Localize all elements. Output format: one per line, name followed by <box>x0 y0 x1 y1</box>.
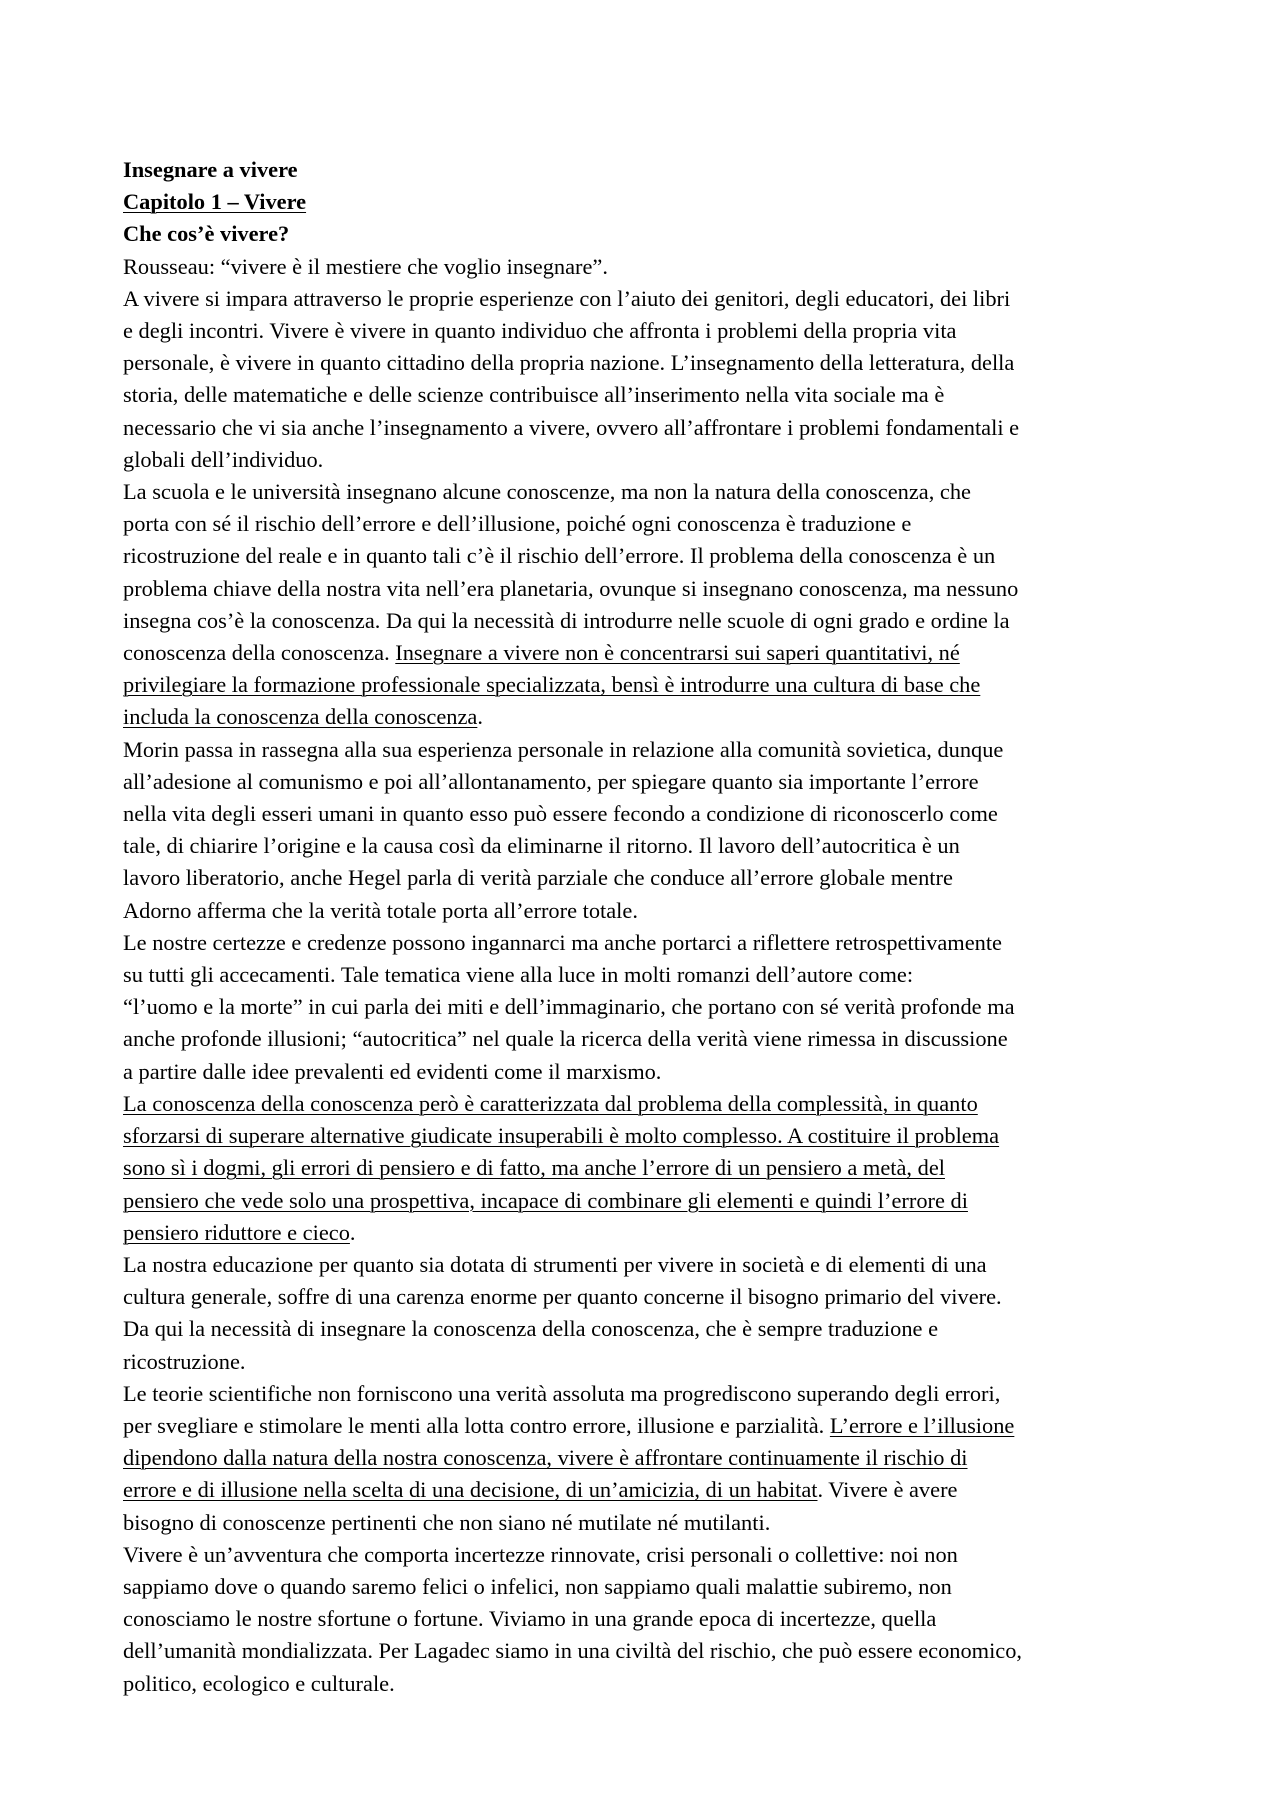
text-line <box>123 991 1175 1023</box>
text-line <box>123 1571 1175 1603</box>
text-line <box>123 1023 1175 1055</box>
text-segment: “l’uomo e la morte” in cui parla dei miti e dell’immaginario, che portano con sé verità profonde ma <box>123 994 1015 1020</box>
underlined-text: pensiero riduttore e cieco <box>123 1219 350 1245</box>
text-segment: . <box>477 704 483 730</box>
text-line <box>123 637 1175 669</box>
text-line <box>123 927 1175 959</box>
text-segment: Vivere è un’avventura che comporta incertezze rinnovate, crisi personali o collettive: noi non <box>123 1541 958 1567</box>
text-line <box>123 734 1175 766</box>
text-line <box>123 1281 1175 1313</box>
text-line <box>123 1378 1175 1410</box>
text-line <box>123 1346 1175 1378</box>
text-line <box>123 1635 1175 1667</box>
underlined-text: Insegnare a vivere non è concentrarsi sui saperi quantitativi, né <box>395 640 960 666</box>
text-segment: globali dell’individuo. <box>123 446 324 472</box>
text-segment: Rousseau: “vivere è il mestiere che voglio insegnare”. <box>123 253 608 279</box>
text-segment: conosciamo le nostre sfortune o fortune. Viviamo in una grande epoca di incertezze, quella <box>123 1606 937 1632</box>
text-segment: lavoro liberatorio, anche Hegel parla di verità parziale che conduce all’errore globale mentre <box>123 865 953 891</box>
text-segment: conoscenza della conoscenza. <box>123 640 396 666</box>
text-line <box>123 766 1175 798</box>
text-segment: e degli incontri. Vivere è vivere in quanto individuo che affronta i problemi della propria vita <box>123 318 957 344</box>
text-line <box>123 669 1175 701</box>
text-line <box>123 1152 1175 1184</box>
document-page <box>123 154 1175 1700</box>
text-segment: Le nostre certezze e credenze possono ingannarci ma anche portarci a riflettere retrospettivamente <box>123 929 1002 955</box>
text-segment: bisogno di conoscenze pertinenti che non siano né mutilate né mutilanti. <box>123 1509 771 1535</box>
text-segment: insegna cos’è la conoscenza. Da qui la necessità di introdurre nelle scuole di ogni grado e ordine la <box>123 607 1010 633</box>
text-line <box>123 1539 1175 1571</box>
text-line <box>123 605 1175 637</box>
text-segment: all’adesione al comunismo e poi all’allontanamento, per spiegare quanto sia importante l’errore <box>123 768 979 794</box>
chapter-heading: Capitolo 1 – Vivere <box>123 189 307 215</box>
text-line <box>123 1313 1175 1345</box>
underlined-text: sforzarsi di superare alternative giudicate insuperabili è molto complesso. A costituire il problema <box>123 1123 1000 1149</box>
text-segment: porta con sé il rischio dell’errore e dell’illusione, poiché ogni conoscenza è traduzione e <box>123 511 912 537</box>
text-line <box>123 1410 1175 1442</box>
text-segment: Morin passa in rassegna alla sua esperienza personale in relazione alla comunità sovietica, dunque <box>123 736 1004 762</box>
text-segment: ricostruzione. <box>123 1348 246 1374</box>
text-line <box>123 1088 1175 1120</box>
text-segment: Adorno afferma che la verità totale porta all’errore totale. <box>123 897 638 923</box>
text-segment: Le teorie scientifiche non forniscono una verità assoluta ma progrediscono superando degli errori, <box>123 1380 1001 1406</box>
text-segment: Da qui la necessità di insegnare la conoscenza della conoscenza, che è sempre traduzione e <box>123 1316 939 1342</box>
text-line <box>123 379 1175 411</box>
text-segment: per svegliare e stimolare le menti alla lotta contro errore, illusione e parzialità. <box>123 1412 830 1438</box>
text-segment: nella vita degli esseri umani in quanto esso può essere fecondo a condizione di riconoscerlo come <box>123 801 998 827</box>
text-line <box>123 1507 1175 1539</box>
text-line <box>123 444 1175 476</box>
text-line <box>123 701 1175 733</box>
text-line <box>123 1603 1175 1635</box>
text-line <box>123 315 1175 347</box>
text-segment: La scuola e le università insegnano alcune conoscenze, ma non la natura della conoscenza, che <box>123 479 971 505</box>
text-line <box>123 540 1175 572</box>
section-heading: Che cos’è vivere? <box>123 221 290 247</box>
text-segment: A vivere si impara attraverso le proprie esperienze con l’aiuto dei genitori, degli educatori, dei libri <box>123 285 1011 311</box>
text-segment: ricostruzione del reale e in quanto tali c’è il rischio dell’errore. Il problema della conoscenza è un <box>123 543 996 569</box>
underlined-text: errore e di illusione nella scelta di una decisione, di un’amicizia, di un habitat <box>123 1477 818 1503</box>
text-line <box>123 1442 1175 1474</box>
underlined-text: La conoscenza della conoscenza però è caratterizzata dal problema della complessità, in quanto <box>123 1090 978 1116</box>
text-segment: politico, ecologico e culturale. <box>123 1670 395 1696</box>
underlined-text: dipendono dalla natura della nostra conoscenza, vivere è affrontare continuamente il rischio di <box>123 1445 968 1471</box>
text-line <box>123 1185 1175 1217</box>
text-line <box>123 798 1175 830</box>
text-segment: dell’umanità mondializzata. Per Lagadec siamo in una civiltà del rischio, che può essere economico, <box>123 1638 1023 1664</box>
text-segment: . Vivere è avere <box>817 1477 958 1503</box>
text-segment: sappiamo dove o quando saremo felici o infelici, non sappiamo quali malattie subiremo, non <box>123 1573 952 1599</box>
text-line <box>123 283 1175 315</box>
text-segment: cultura generale, soffre di una carenza enorme per quanto concerne il bisogno primario del vivere. <box>123 1284 1002 1310</box>
text-segment: tale, di chiarire l’origine e la causa così da eliminarne il ritorno. Il lavoro dell’autocritica è un <box>123 833 960 859</box>
underlined-text: L’errore e l’illusione <box>829 1412 1015 1438</box>
text-segment: necessario che vi sia anche l’insegnamento a vivere, ovvero all’affrontare i problemi fondamentali e <box>123 414 1020 440</box>
text-segment: . <box>349 1219 356 1245</box>
text-line <box>123 508 1175 540</box>
text-line <box>123 251 1175 283</box>
text-line <box>123 1120 1175 1152</box>
underlined-text: sono sì i dogmi, gli errori di pensiero e di fatto, ma anche l’errore di un pensiero a metà, del <box>123 1155 945 1181</box>
text-line <box>123 412 1175 444</box>
underlined-text: includa la conoscenza della conoscenza <box>123 704 478 730</box>
document-body <box>123 251 1175 1700</box>
text-line <box>123 959 1175 991</box>
text-line <box>123 862 1175 894</box>
underlined-text: privilegiare la formazione professionale specializzata, bensì è introdurre una cultura di base che <box>123 672 981 698</box>
document-title: Insegnare a vivere <box>123 157 298 182</box>
underlined-text: pensiero che vede solo una prospettiva, incapace di combinare gli elementi e quindi l’errore di <box>123 1187 968 1213</box>
text-line <box>123 1249 1175 1281</box>
text-line <box>123 1668 1175 1700</box>
text-segment: problema chiave della nostra vita nell’era planetaria, ovunque si insegnano conoscenza, ma nessuno <box>123 575 1019 601</box>
text-line <box>123 573 1175 605</box>
text-line <box>123 1056 1175 1088</box>
text-line <box>123 1217 1175 1249</box>
text-segment: a partire dalle idee prevalenti ed evidenti come il marxismo. <box>123 1058 662 1084</box>
text-segment: personale, è vivere in quanto cittadino della propria nazione. L’insegnamento della letteratura, della <box>123 350 1015 376</box>
text-segment: storia, delle matematiche e delle scienze contribuisce all’inserimento nella vita sociale ma è <box>123 382 945 408</box>
text-segment: anche profonde illusioni; “autocritica” nel quale la ricerca della verità viene rimessa in discussione <box>123 1026 1008 1052</box>
text-line <box>123 476 1175 508</box>
text-segment: su tutti gli accecamenti. Tale tematica viene alla luce in molti romanzi dell’autore come: <box>123 962 914 988</box>
text-line <box>123 1474 1175 1506</box>
text-segment: La nostra educazione per quanto sia dotata di strumenti per vivere in società e di elementi di una <box>123 1251 987 1277</box>
text-line <box>123 895 1175 927</box>
text-line <box>123 347 1175 379</box>
text-line <box>123 830 1175 862</box>
